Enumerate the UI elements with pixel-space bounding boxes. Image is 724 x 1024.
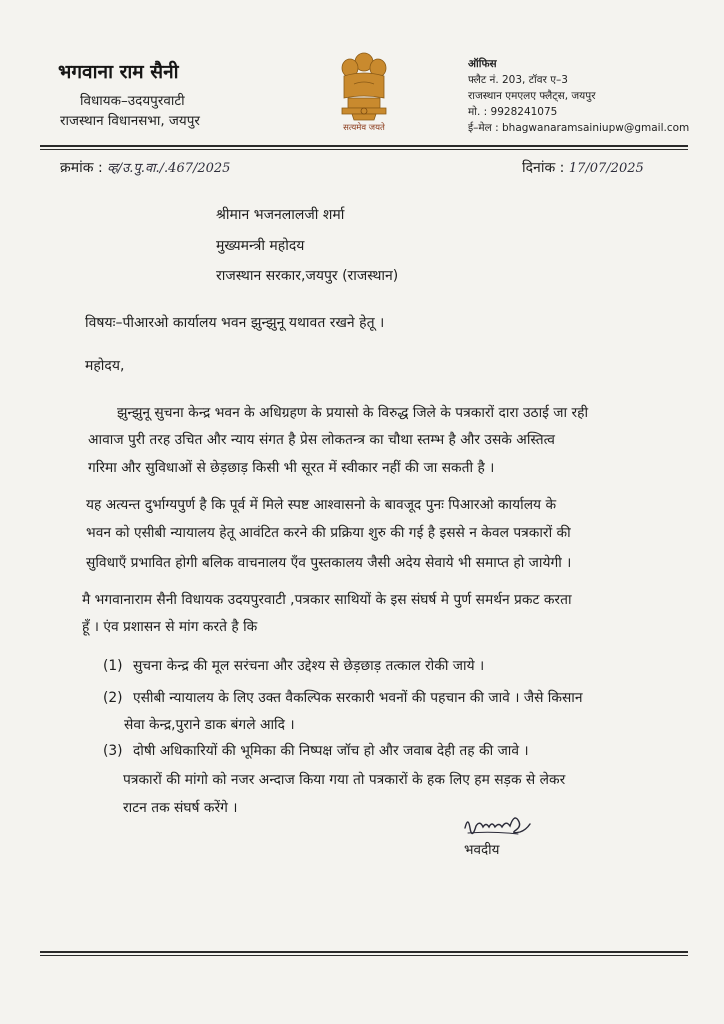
demand-item bbox=[103, 741, 529, 760]
demand-number: (3) bbox=[103, 743, 123, 759]
demand-text: एसीबी न्यायालय के लिए उक्त वैकल्पिक सरकारी भवनों की पहचान की जावे । जैसे किसान bbox=[132, 690, 583, 706]
closing-paragraph-line: पत्रकारों की मांगो को नजर अन्दाज किया गया तो पत्रकारों के हक लिए हम सड़क से लेकर bbox=[123, 772, 566, 788]
office-complex: राजस्थान एमएलए फ्लैट्स, जयपुर bbox=[468, 90, 596, 102]
date-label: दिनांक : bbox=[522, 160, 565, 176]
letterhead-rule-top bbox=[40, 145, 688, 147]
paragraph-line: भवन को एसीबी न्यायालय हेतू आवंटित करने की प्रक्रिया शुरु की गई है इससे न केवल पत्रकारों की bbox=[86, 525, 571, 541]
recipient-address: राजस्थान सरकार,जयपुर (राजस्थान) bbox=[216, 268, 399, 284]
date-value: 17/07/2025 bbox=[568, 161, 644, 176]
demand-text-continued: सेवा केन्द्र,पुराने डाक बंगले आदि । bbox=[124, 717, 295, 733]
demand-item bbox=[103, 656, 484, 675]
salutation: महोदय, bbox=[85, 358, 125, 374]
letter-date bbox=[522, 158, 644, 177]
recipient-title: मुख्यमन्त्री महोदय bbox=[216, 238, 305, 254]
footer-rule-bottom bbox=[40, 955, 688, 956]
closing-valediction: भवदीय bbox=[464, 842, 500, 858]
office-email: ई–मेल : bhagwanaramsainiupw@gmail.com bbox=[468, 122, 690, 134]
reference-value: व्ह/उ.पु.वा./.467/2025 bbox=[107, 161, 231, 176]
sender-assembly: राजस्थान विधानसभा, जयपुर bbox=[60, 113, 200, 129]
letter-subject: विषयः–पीआरओ कार्यालय भवन झुन्झुनू यथावत रखने हेतू । bbox=[85, 315, 385, 331]
demand-item bbox=[103, 688, 583, 707]
emblem-caption: सत्यमेव जयते bbox=[343, 123, 385, 133]
letterhead-rule-bottom bbox=[40, 149, 688, 150]
demand-text: दोषी अधिकारियों की भूमिका की निष्पक्ष जॉच हो और जवाब देही तह की जावे । bbox=[132, 743, 529, 759]
office-flat: फ्लैट नं. 203, टॉवर ए–3 bbox=[468, 74, 568, 86]
paragraph-line: झुन्झुनू सुचना केन्द्र भवन के अधिग्रहण के प्रयासो के विरुद्ध जिले के पत्रकारों दारा उठाई जा रही bbox=[117, 405, 589, 421]
signature bbox=[462, 810, 534, 838]
paragraph-line: यह अत्यन्त दुर्भाग्यपुर्ण है कि पूर्व में मिले स्पष्ट आश्वासनो के बावजूद पुनः पिआरओ कार्यालय के bbox=[86, 497, 557, 513]
demand-number: (1) bbox=[103, 658, 123, 674]
paragraph-line: गरिमा और सुविधाओं से छेड़छाड़ किसी भी सूरत में स्वीकार नहीं की जा सकती है । bbox=[88, 460, 495, 476]
paragraph-line: मै भगवानाराम सैनी विधायक उदयपुरवाटी ,पत्रकार साथियों के इस संघर्ष मे पुर्ण समर्थन प्रकट करता bbox=[82, 592, 572, 608]
sender-designation: विधायक–उदयपुरवाटी bbox=[80, 93, 185, 109]
sender-name: भगवाना राम सैनी bbox=[58, 61, 179, 83]
paragraph-line: हूँ । एंव प्रशासन से मांग करते है कि bbox=[82, 619, 258, 635]
paragraph-line: आवाज पुरी तरह उचित और न्याय संगत है प्रेस लोकतन्त्र का चौथा स्तम्भ है और उसके अस्तित्व bbox=[88, 432, 555, 448]
demand-text: सुचना केन्द्र की मूल सरंचना और उद्देश्य से छेड़छाड़ तत्काल रोकी जाये । bbox=[132, 658, 485, 674]
reference-number bbox=[60, 158, 230, 177]
recipient-name: श्रीमान भजनलालजी शर्मा bbox=[216, 207, 345, 223]
footer-rule-top bbox=[40, 951, 688, 953]
office-mobile: मो. : 9928241075 bbox=[468, 106, 558, 118]
paragraph-line: सुविधाएँ प्रभावित होगी बलिक वाचनालय एँव पुस्तकालय जैसी अदेय सेवाये भी समाप्त हो जायेगी । bbox=[86, 555, 572, 571]
office-heading: ऑफिस bbox=[468, 58, 497, 70]
demand-number: (2) bbox=[103, 690, 123, 706]
reference-label: क्रमांक : bbox=[60, 160, 103, 176]
closing-paragraph-line: राटन तक संघर्ष करेंगे । bbox=[123, 800, 238, 816]
